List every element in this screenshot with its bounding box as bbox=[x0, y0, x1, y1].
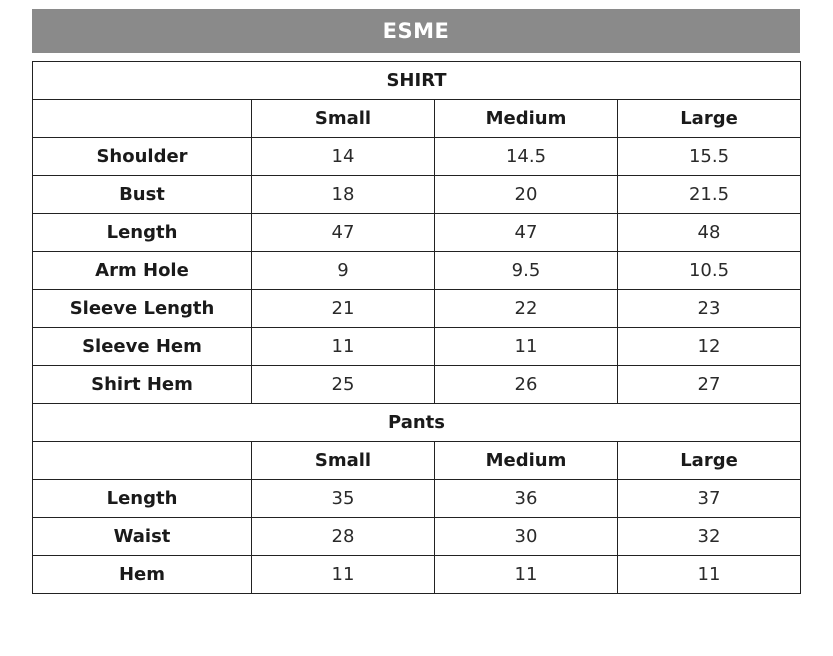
value-cell: 9 bbox=[252, 252, 435, 290]
value-cell: 47 bbox=[435, 214, 618, 252]
row-label: Length bbox=[33, 480, 252, 518]
pants-section-heading: Pants bbox=[33, 404, 801, 442]
value-cell: 47 bbox=[252, 214, 435, 252]
table-row bbox=[33, 556, 801, 594]
value-cell: 22 bbox=[435, 290, 618, 328]
value-cell: 32 bbox=[618, 518, 801, 556]
value-cell: 21 bbox=[252, 290, 435, 328]
chart-title-bar bbox=[32, 9, 800, 53]
value-cell: 14.5 bbox=[435, 138, 618, 176]
value-cell: 25 bbox=[252, 366, 435, 404]
value-cell: 12 bbox=[618, 328, 801, 366]
table-row bbox=[33, 328, 801, 366]
row-label: Arm Hole bbox=[33, 252, 252, 290]
size-chart-table bbox=[32, 61, 801, 594]
table-row bbox=[33, 290, 801, 328]
shirt-section-heading: SHIRT bbox=[33, 62, 801, 100]
empty-header-cell bbox=[33, 442, 252, 480]
row-label: Sleeve Hem bbox=[33, 328, 252, 366]
page-title: ESME bbox=[382, 19, 450, 43]
value-cell: 23 bbox=[618, 290, 801, 328]
row-label: Bust bbox=[33, 176, 252, 214]
shirt-section-row bbox=[33, 62, 801, 100]
value-cell: 11 bbox=[252, 556, 435, 594]
value-cell: 48 bbox=[618, 214, 801, 252]
row-label: Length bbox=[33, 214, 252, 252]
column-header-large: Large bbox=[618, 442, 801, 480]
value-cell: 11 bbox=[435, 556, 618, 594]
column-header-medium: Medium bbox=[435, 100, 618, 138]
column-header-medium: Medium bbox=[435, 442, 618, 480]
table-row bbox=[33, 480, 801, 518]
value-cell: 11 bbox=[618, 556, 801, 594]
value-cell: 37 bbox=[618, 480, 801, 518]
value-cell: 15.5 bbox=[618, 138, 801, 176]
column-header-small: Small bbox=[252, 442, 435, 480]
empty-header-cell bbox=[33, 100, 252, 138]
value-cell: 11 bbox=[435, 328, 618, 366]
value-cell: 28 bbox=[252, 518, 435, 556]
table-row bbox=[33, 252, 801, 290]
table-row bbox=[33, 176, 801, 214]
row-label: Shoulder bbox=[33, 138, 252, 176]
value-cell: 30 bbox=[435, 518, 618, 556]
table-row bbox=[33, 214, 801, 252]
value-cell: 35 bbox=[252, 480, 435, 518]
table-row bbox=[33, 366, 801, 404]
value-cell: 26 bbox=[435, 366, 618, 404]
value-cell: 20 bbox=[435, 176, 618, 214]
value-cell: 21.5 bbox=[618, 176, 801, 214]
value-cell: 27 bbox=[618, 366, 801, 404]
value-cell: 14 bbox=[252, 138, 435, 176]
column-header-small: Small bbox=[252, 100, 435, 138]
value-cell: 18 bbox=[252, 176, 435, 214]
value-cell: 11 bbox=[252, 328, 435, 366]
pants-section-row bbox=[33, 404, 801, 442]
table-row bbox=[33, 518, 801, 556]
row-label: Shirt Hem bbox=[33, 366, 252, 404]
column-header-large: Large bbox=[618, 100, 801, 138]
value-cell: 36 bbox=[435, 480, 618, 518]
value-cell: 10.5 bbox=[618, 252, 801, 290]
pants-column-header-row bbox=[33, 442, 801, 480]
shirt-column-header-row bbox=[33, 100, 801, 138]
value-cell: 9.5 bbox=[435, 252, 618, 290]
table-row bbox=[33, 138, 801, 176]
row-label: Sleeve Length bbox=[33, 290, 252, 328]
row-label: Hem bbox=[33, 556, 252, 594]
row-label: Waist bbox=[33, 518, 252, 556]
